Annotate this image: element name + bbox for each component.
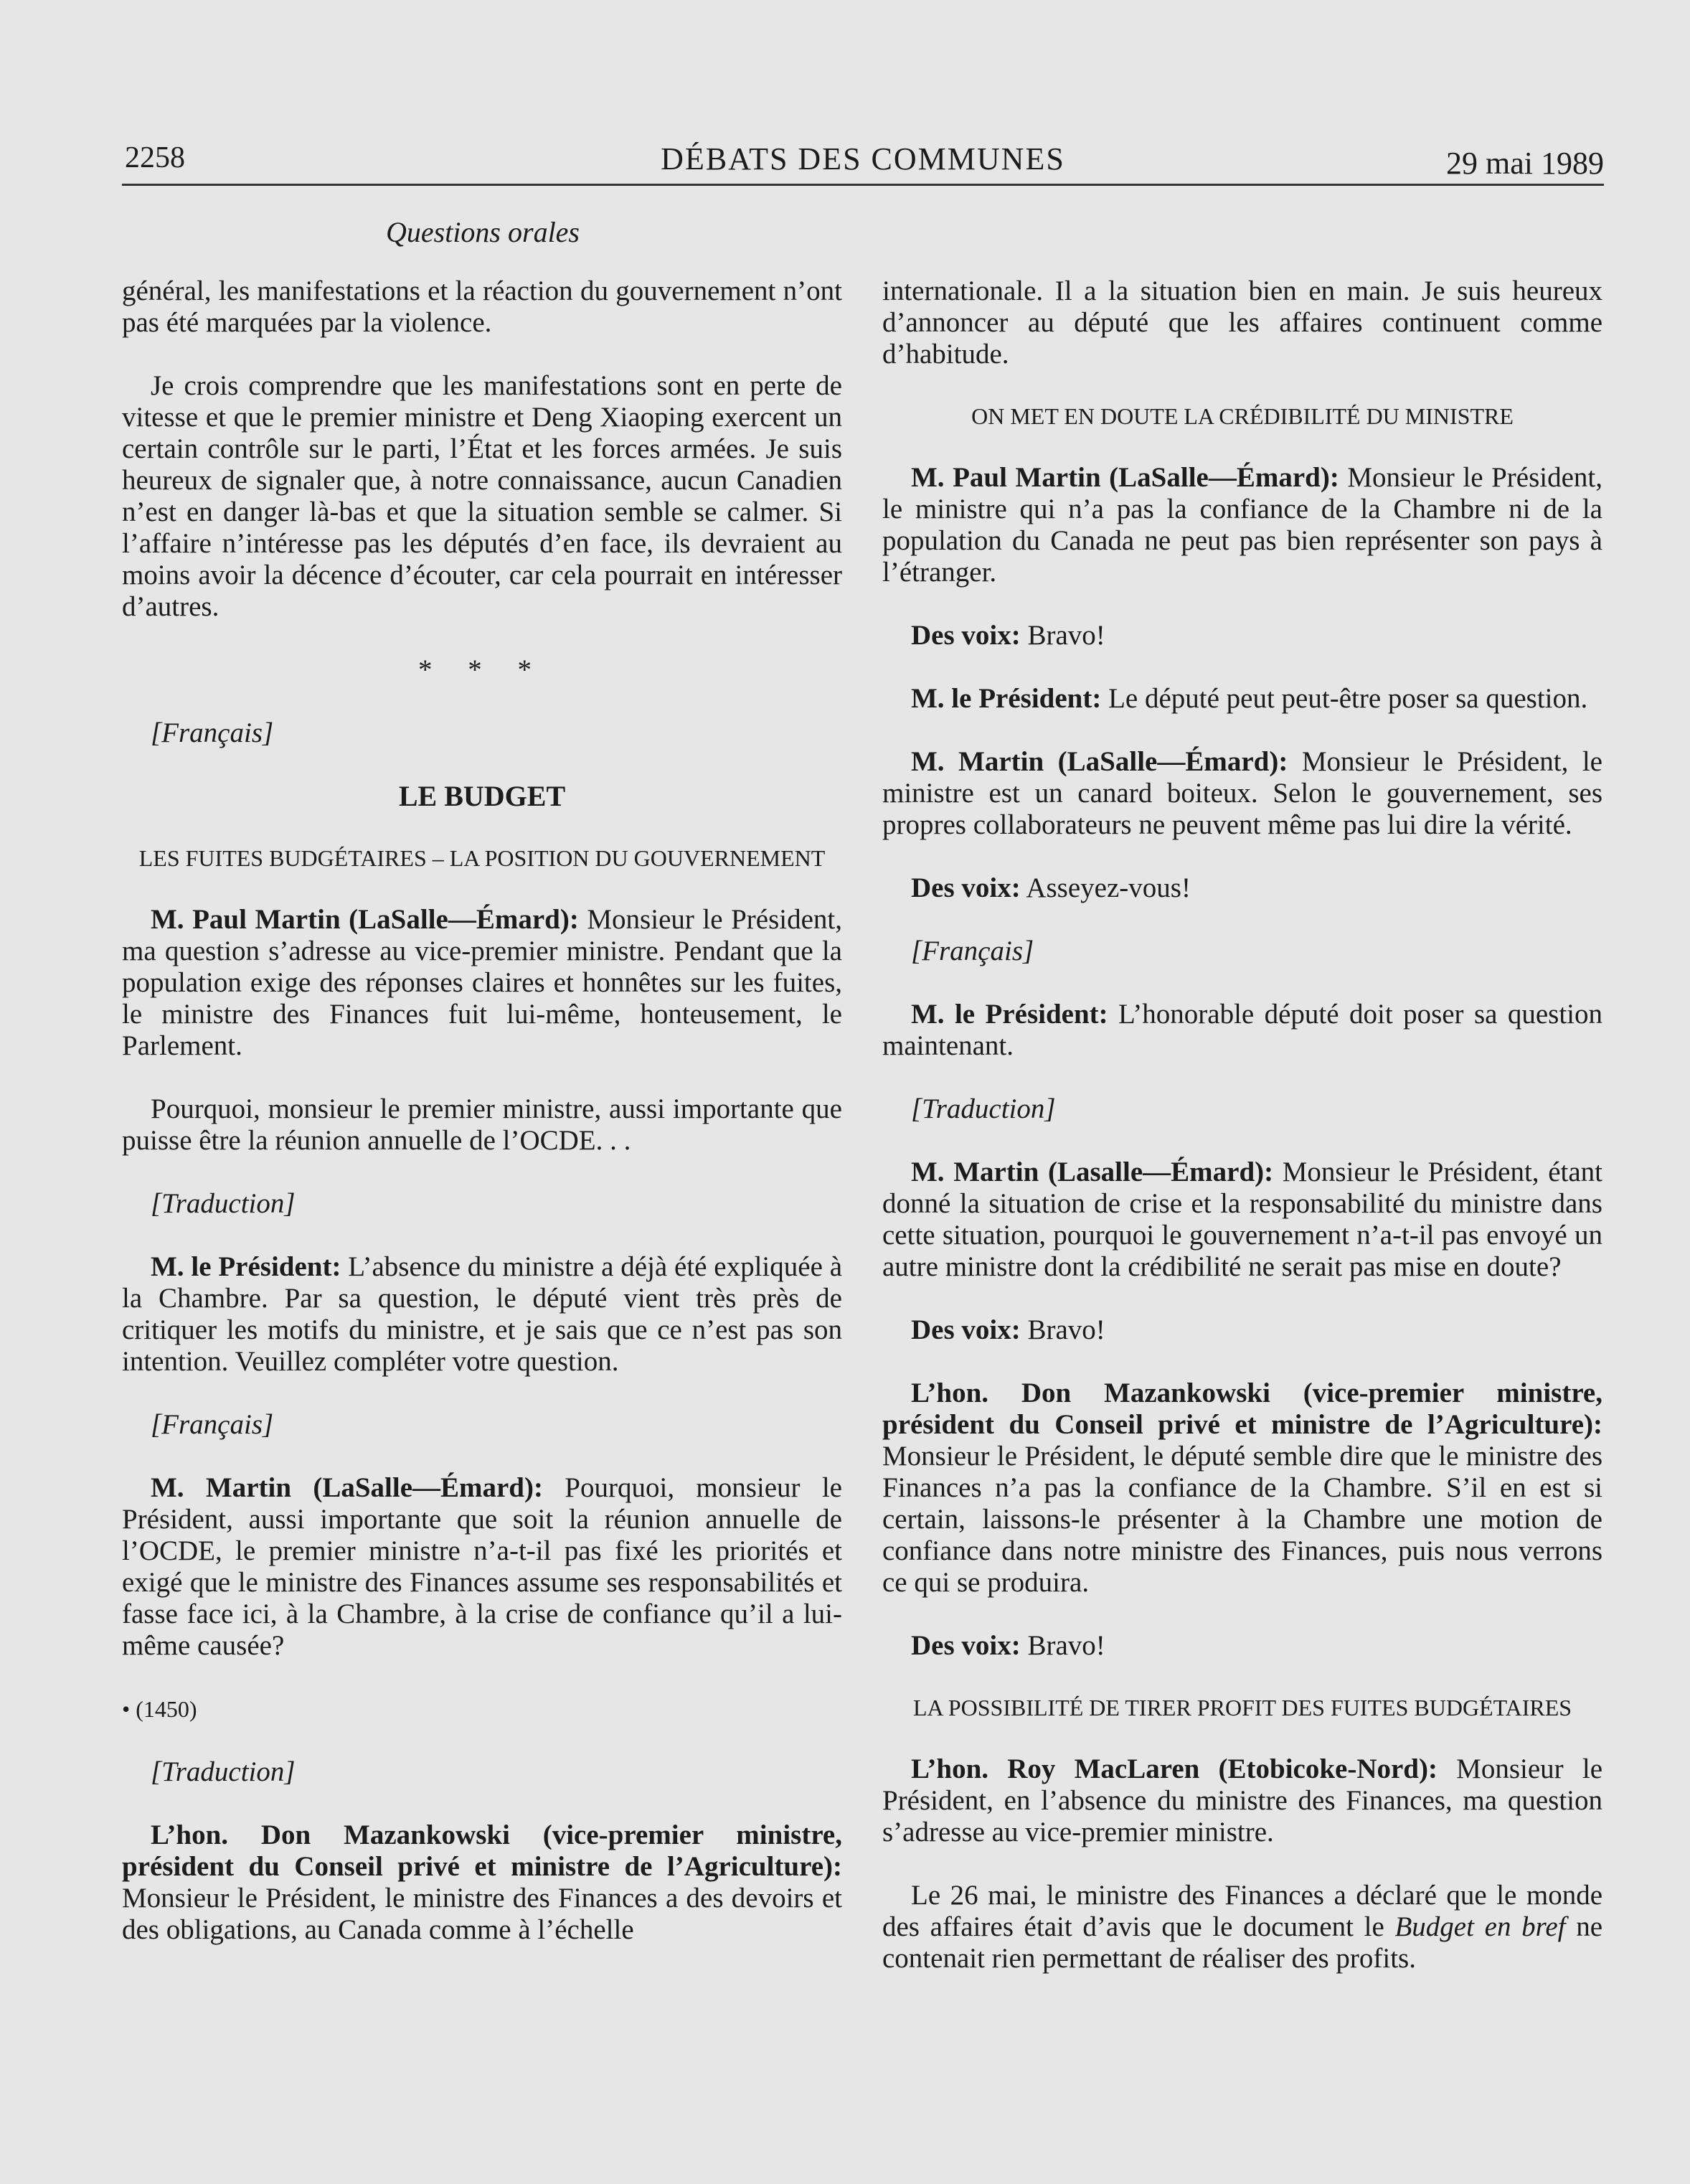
- speech-text: Bravo!: [1020, 1314, 1105, 1345]
- language-tag: [Traduction]: [151, 1756, 296, 1787]
- section-separator: * * *: [418, 654, 546, 685]
- speaker: Des voix:: [911, 1630, 1021, 1661]
- speech-text: Monsieur le Président, le député semble dire que le ministre des Finances n’a pas la confiance de la Chambre. S’il en est si certain, laissons-le présenter à la Chambre une motion de confiance dans notre ministre des Finances, puis nous verrons ce qui se produira.: [882, 1441, 1602, 1598]
- speaker: L’hon. Don Mazankowski (vice-premier ministre, président du Conseil privé et ministre de l’Agriculture):: [882, 1378, 1602, 1440]
- speaker: M. Paul Martin (LaSalle—Émard):: [151, 904, 579, 935]
- speech: [122, 1472, 842, 1662]
- subheading: LES FUITES BUDGÉTAIRES – LA POSITION DU GOUVERNEMENT: [138, 845, 826, 871]
- paragraph: général, les manifestations et la réaction du gouvernement n’ont pas été marquées par la violence.: [122, 276, 842, 338]
- paragraph: [882, 1880, 1602, 1974]
- speech-text: L’honorable député doit poser sa question maintenant.: [882, 999, 1602, 1061]
- paragraph: Pourquoi, monsieur le premier ministre, aussi importante que puisse être la réunion annuelle de l’OCDE. . .: [122, 1093, 842, 1156]
- text-run: Le 26 mai, le ministre des Finances a déclaré que le monde des affaires était d’avis que le document le: [882, 1880, 1602, 1942]
- speech-text: Pourquoi, monsieur le Président, aussi importante que soit la réunion annuelle de l’OCDE, le premier ministre n’a-t-il pas fixé les priorités et exigé que le ministre des Finances assume ses responsabilités et fasse face ici, à la Chambre, à la crise de confiance qu’il a lui-même causée?: [122, 1472, 842, 1661]
- speech: [122, 904, 842, 1062]
- speech-text: Le député peut peut-être poser sa question.: [1101, 683, 1588, 714]
- speech: [882, 1314, 1602, 1346]
- speech: [882, 1754, 1602, 1848]
- speaker: L’hon. Roy MacLaren (Etobicoke-Nord):: [911, 1754, 1438, 1784]
- language-tag: [Traduction]: [911, 1093, 1056, 1124]
- speaker: M. Martin (LaSalle—Émard):: [151, 1472, 543, 1503]
- speech: [882, 999, 1602, 1062]
- speech-text: L’absence du ministre a déjà été expliquée à la Chambre. Par sa question, le député vient très près de critiquer les motifs du ministre, et je sais que ce n’est pas son intention. Veuillez compléter votre question.: [122, 1251, 842, 1377]
- time-stamp: • (1450): [122, 1696, 197, 1722]
- speaker: Des voix:: [911, 872, 1021, 903]
- publication-title: DÉBATS DES COMMUNES: [661, 141, 1065, 176]
- subheading: ON MET EN DOUTE LA CRÉDIBILITÉ DU MINISTRE: [971, 403, 1514, 429]
- speaker: Des voix:: [911, 620, 1021, 651]
- running-head: Questions orales: [386, 216, 580, 248]
- right-column: [882, 276, 1602, 2006]
- speaker: M. Paul Martin (LaSalle—Émard):: [911, 462, 1339, 493]
- document-title: Budget en bref: [1394, 1911, 1566, 1942]
- speech-text: Monsieur le Président, le ministre qui n’a pas la confiance de la Chambre ni de la population du Canada ne peut pas bien représenter son pays à l’étranger.: [882, 462, 1602, 588]
- speech: [882, 620, 1602, 651]
- speech: [882, 1157, 1602, 1283]
- speech-text: Monsieur le Président, ma question s’adresse au vice-premier ministre. Pendant que la population exige des réponses claires et honnêtes sur les fuites, le ministre des Finances fuit lui-même, honteusement, le Parlement.: [122, 904, 842, 1061]
- speech: [882, 746, 1602, 841]
- speech-text: Asseyez-vous!: [1020, 872, 1191, 903]
- speaker: M. Martin (Lasalle—Émard):: [911, 1157, 1274, 1187]
- text-run: ne contenait rien permettant de réaliser des profits.: [882, 1911, 1603, 1974]
- speaker: L’hon. Don Mazankowski (vice-premier ministre, président du Conseil privé et ministre de l’Agriculture):: [122, 1820, 842, 1882]
- speech: [882, 683, 1602, 715]
- language-tag: [Français]: [151, 717, 274, 748]
- paragraph: Je crois comprendre que les manifestations sont en perte de vitesse et que le premier ministre et Deng Xiaoping exercent un certain contrôle sur le parti, l’État et les forces armées. Je suis heureux de signaler que, à notre connaissance, aucun Canadien n’est en danger là-bas et que la situation semble se calmer. Si l’affaire n’intéresse pas les députés d’en face, ils devraient au moins avoir la décence d’écouter, car cela pourrait en intéresser d’autres.: [122, 370, 842, 622]
- paragraph: internationale. Il a la situation bien en main. Je suis heureux d’annoncer au député que les affaires continuent comme d’habitude.: [882, 276, 1602, 370]
- speech: [882, 1630, 1602, 1662]
- speech-text: Monsieur le Président, le ministre est un canard boiteux. Selon le gouvernement, ses propres collaborateurs ne peuvent même pas lui dire la vérité.: [882, 746, 1602, 840]
- speech-text: Monsieur le Président, le ministre des Finances a des devoirs et des obligations, au Canada comme à l’échelle: [122, 1883, 842, 1945]
- page-number: 2258: [125, 141, 185, 174]
- subheading: LA POSSIBILITÉ DE TIRER PROFIT DES FUITES BUDGÉTAIRES: [912, 1695, 1572, 1721]
- speaker: Des voix:: [911, 1314, 1021, 1345]
- speech: [882, 1378, 1602, 1599]
- section-heading: LE BUDGET: [398, 780, 566, 812]
- speaker: M. le Président:: [911, 999, 1108, 1030]
- language-tag: [Français]: [911, 936, 1034, 966]
- speaker: M. Martin (LaSalle—Émard):: [911, 746, 1288, 777]
- speech-text: Monsieur le Président, étant donné la situation de crise et la responsabilité du ministre dans cette situation, pourquoi le gouvernement n’a-t-il pas envoyé un autre ministre dont la crédibilité ne serait pas mise en doute?: [882, 1157, 1602, 1282]
- speech: [122, 1251, 842, 1378]
- left-column: [122, 276, 842, 1977]
- speech: [882, 462, 1602, 588]
- speaker: M. le Président:: [151, 1251, 341, 1282]
- language-tag: [Français]: [151, 1409, 274, 1440]
- language-tag: [Traduction]: [151, 1188, 296, 1219]
- speech: [882, 872, 1602, 904]
- page-date: 29 mai 1989: [1446, 146, 1604, 181]
- speaker: M. le Président:: [911, 683, 1102, 714]
- speech-text: Bravo!: [1020, 1630, 1105, 1661]
- page-header: [122, 141, 1604, 186]
- speech-text: Bravo!: [1020, 620, 1105, 651]
- speech-text: Monsieur le Président, en l’absence du ministre des Finances, ma question s’adresse au vice-premier ministre.: [882, 1754, 1602, 1848]
- speech: [122, 1820, 842, 1946]
